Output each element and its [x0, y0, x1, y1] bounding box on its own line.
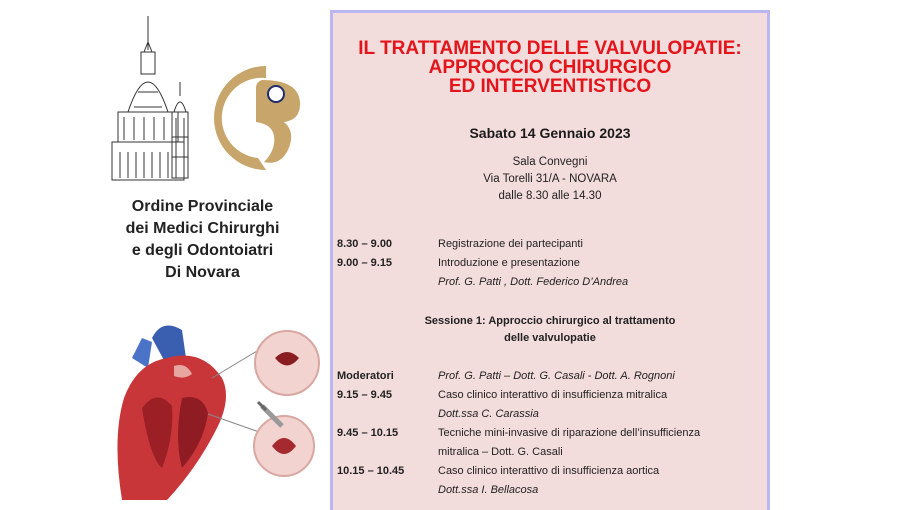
org-name [120, 196, 285, 284]
left-column [0, 0, 330, 500]
program-time: 9.15 – 9.45 [337, 389, 393, 401]
program-text: Tecniche mini-invasive di riparazione dell’insufficienza [438, 427, 701, 439]
program-time: Moderatori [337, 370, 394, 382]
venue-line: Via Torelli 31/A - NOVARA [483, 173, 617, 185]
event-venue [333, 154, 767, 205]
venue-line: dalle 8.30 alle 14.30 [498, 190, 602, 202]
title-line: APPROCCIO CHIRURGICO [428, 57, 672, 78]
program-text: Introduzione e presentazione [438, 257, 580, 269]
program-text: Registrazione dei partecipanti [438, 238, 583, 250]
program-speakers: Dott.ssa C. Carassia [438, 408, 539, 420]
org-line: Ordine Provinciale [131, 198, 274, 215]
event-title [333, 39, 767, 96]
program-text: Prof. G. Patti – Dott. G. Casali - Dott. A. Rognoni [438, 370, 675, 382]
event-date: Sabato 14 Gennaio 2023 [469, 125, 631, 141]
org-line: dei Medici Chirurghi [125, 220, 280, 237]
title-line: ED INTERVENTISTICO [448, 76, 652, 97]
program-speakers: Dott.ssa I. Bellacosa [438, 484, 539, 496]
program-time: 9.45 – 10.15 [337, 427, 399, 439]
program-text: Caso clinico interattivo di insufficienza aortica [438, 465, 660, 477]
program-text: Caso clinico interattivo di insufficienza mitralica [438, 389, 668, 401]
org-line: e degli Odontoiatri [131, 242, 274, 259]
program-time: 8.30 – 9.00 [337, 238, 393, 250]
session-heading [333, 313, 767, 347]
dome-building-icon [108, 12, 203, 182]
program-panel [330, 10, 770, 510]
org-line: Di Novara [165, 264, 240, 281]
program-time: 10.15 – 10.45 [337, 465, 405, 477]
session-line: Sessione 1: Approccio chirurgico al trattamento [424, 315, 676, 327]
heart-illustration [112, 318, 327, 500]
session-line: delle valvulopatie [504, 332, 596, 344]
title-line: IL TRATTAMENTO DELLE VALVULOPATIE: [358, 38, 742, 59]
program-text: mitralica – Dott. G. Casali [438, 446, 563, 458]
order-emblem-icon [204, 58, 324, 178]
venue-line: Sala Convegni [512, 156, 588, 168]
program-speakers: Prof. G. Patti , Dott. Federico D’Andrea [438, 276, 629, 288]
program-time: 9.00 – 9.15 [337, 257, 393, 269]
